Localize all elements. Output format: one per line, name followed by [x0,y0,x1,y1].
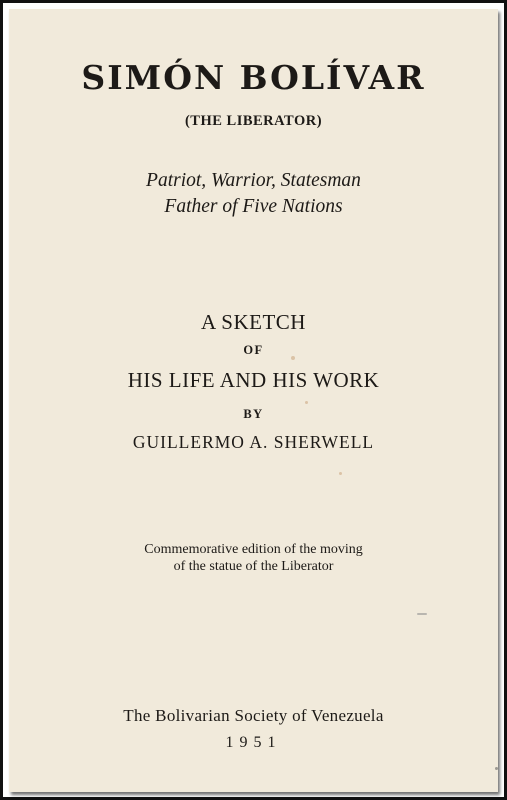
publisher-name: The Bolivarian Society of Venezuela [123,706,384,725]
publication-year: 1951 [225,734,282,751]
commemorative-line-1: Commemorative edition of the moving [144,542,363,557]
of-word: OF [243,343,264,357]
paper-speck [305,401,308,404]
paper-speck [339,472,342,475]
title-page [9,9,498,792]
paper-speck [417,613,427,615]
by-word: BY [243,407,264,421]
tagline-line-1: Patriot, Warrior, Statesman [146,170,361,191]
life-and-work-heading: HIS LIFE AND HIS WORK [127,368,380,392]
sketch-heading: A SKETCH [201,310,306,334]
author-name: GUILLERMO A. SHERWELL [132,432,375,452]
book-title: SIMÓN BOLÍVAR [81,58,426,97]
tagline-line-2: Father of Five Nations [164,196,343,217]
paper-speck [495,767,498,770]
book-subtitle: (THE LIBERATOR) [184,113,323,129]
paper-speck [291,356,295,360]
commemorative-line-2: of the statue of the Liberator [173,559,334,574]
